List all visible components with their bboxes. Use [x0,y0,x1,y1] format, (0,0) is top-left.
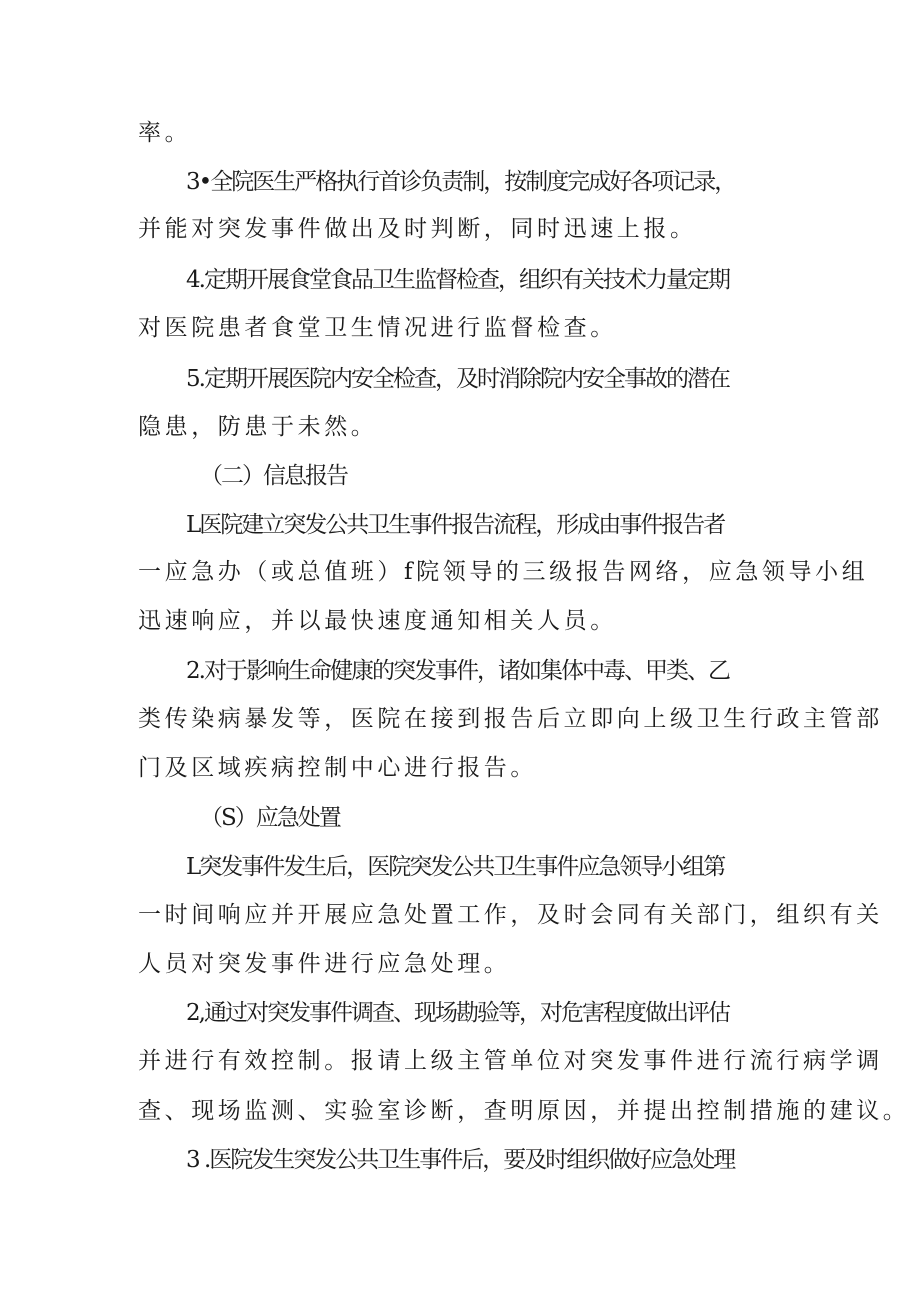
text-line: 率。 [138,120,192,146]
text-line: L医院建立突发公共卫生事件报告流程，形成由事件报告者 [186,512,725,538]
text-line: L突发事件发生后，医院突发公共卫生事件应急领导小组第 [186,854,725,880]
text-line: 迅速响应，并以最快速度通知相关人员。 [138,608,617,634]
text-line: 对医院患者食堂卫生情况进行监督检查。 [138,315,617,341]
text-line: 4.定期开展食堂食品卫生监督检查，组织有关技术力量定期 [186,267,729,293]
text-line: 5.定期开展医院内安全检查，及时消除院内安全事故的潜在 [186,366,729,392]
text-line: 查、现场监测、实验室诊断，查明原因，并提出控制措施的建议。 [138,1098,910,1124]
text-line: 2.对于影响生命健康的突发事件，诸如集体中毒、甲类、乙 [186,658,729,684]
text-line: 2,通过对突发事件调查、现场勘验等，对危害程度做出评估 [186,1000,729,1026]
text-line: 一时间响应并开展应急处置工作，及时会同有关部门，组织有关 [138,902,883,928]
text-line: 一应急办（或总值班）f院领导的三级报告网络，应急领导小组 [138,559,869,585]
text-line: 并进行有效控制。报请上级主管单位对突发事件进行流行病学调 [138,1048,883,1074]
text-line: 3 .医院发生突发公共卫生事件后，要及时组织做好应急处理 [186,1147,735,1173]
text-line: 3•全院医生严格执行首诊负责制，按制度完成好各项记录， [186,169,736,195]
section-heading: （二）信息报告 [200,463,347,489]
text-line: 并能对突发事件做出及时判断，同时迅速上报。 [138,216,697,242]
text-line: 人员对突发事件进行应急处理。 [138,951,511,977]
section-heading: （S）应急处置 [200,805,340,831]
text-line: 隐患，防患于未然。 [138,414,378,440]
text-line: 门及区域疾病控制中心进行报告。 [138,755,537,781]
text-line: 类传染病暴发等，医院在接到报告后立即向上级卫生行政主管部 [138,706,883,732]
